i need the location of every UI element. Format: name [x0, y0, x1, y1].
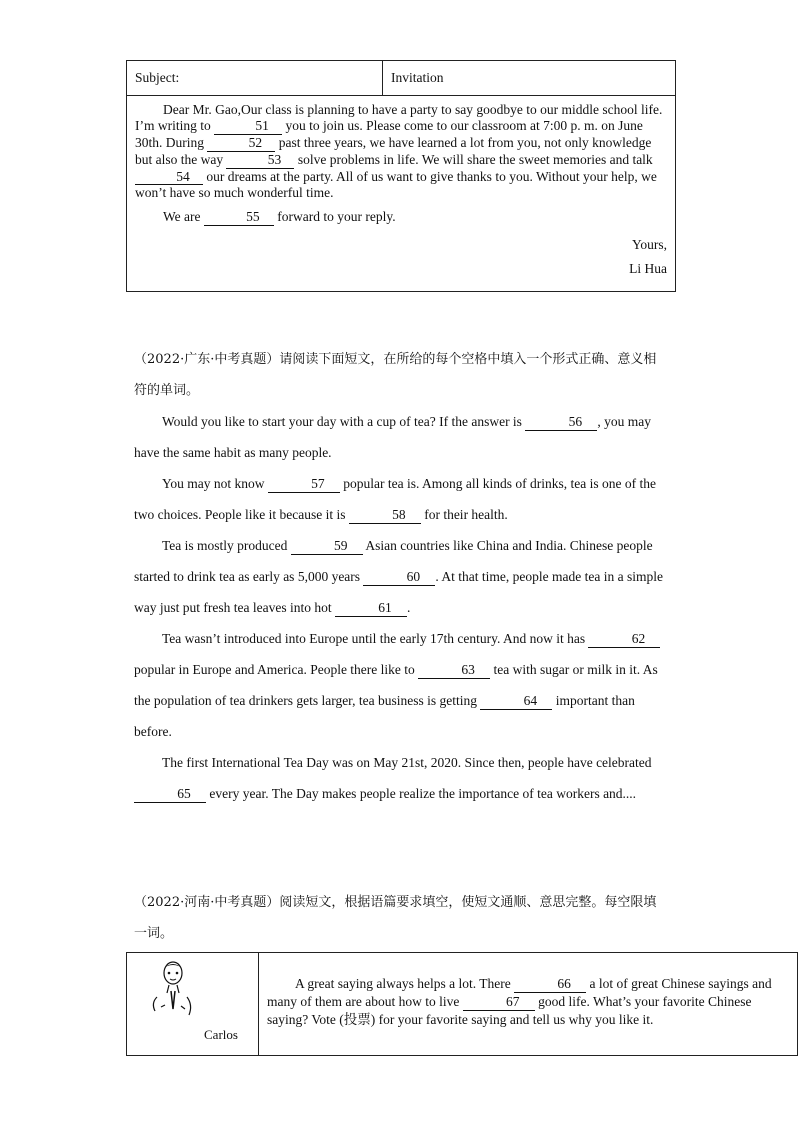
blank-51[interactable]: 51 [214, 119, 282, 135]
carlos-name: Carlos [204, 1027, 238, 1042]
blank-55[interactable]: 55 [204, 210, 274, 226]
tea-paragraph-5 [134, 747, 668, 809]
blank-67[interactable]: 67 [463, 995, 535, 1011]
text: good life. What’s your favorite Chinese saying? Vote (投票) for your favorite saying and tell us why you like it. [267, 993, 752, 1027]
section-2-instructions: （2022·广东·中考真题）请阅读下面短文，在所给的每个空格中填入一个形式正确、意义相符的单词。 [134, 352, 657, 398]
tea-passage [134, 344, 668, 809]
text: A great saying always helps a lot. There [295, 976, 515, 991]
blank-52[interactable]: 52 [207, 136, 275, 152]
blank-54[interactable]: 54 [135, 170, 203, 186]
text: popular tea is. Among all kinds of drinks, tea is one of the two choices. People like it because it is [134, 476, 656, 522]
text: tea with sugar or milk in it. As the population of tea drinkers gets larger, tea business is getting [134, 662, 658, 708]
text: popular in Europe and America. People there like to [134, 662, 419, 677]
text: for their health. [420, 507, 508, 522]
blank-65[interactable]: 65 [134, 787, 206, 803]
email-signature [135, 233, 667, 281]
subject-value: Invitation [391, 70, 444, 85]
text: Would you like to start your day with a cup of tea? If the answer is [162, 414, 526, 429]
carlos-paragraph [267, 975, 789, 1028]
text: Tea is mostly produced [162, 538, 291, 553]
text: We are [163, 209, 204, 225]
text: past three years, we have learned a lot from you, not only knowledge but also the way [135, 134, 652, 167]
section-3-instructions: （2022·河南·中考真题）阅读短文，根据语篇要求填空，使短文通顺、意思完整。每空限填一词。 [134, 895, 657, 941]
blank-56[interactable]: 56 [525, 415, 597, 431]
text: our dreams at the party. All of us want to give thanks to you. Without your help, we won’t have so much wonderful time. [135, 168, 657, 201]
text: . [406, 600, 411, 615]
text: solve problems in life. We will share the sweet memories and talk [294, 151, 653, 167]
blank-63[interactable]: 63 [418, 663, 490, 679]
email-body [127, 96, 675, 291]
tea-paragraph-4 [134, 623, 668, 747]
saying-section [134, 887, 668, 949]
text: . At that time, people made tea in a simple way just put fresh tea leaves into hot [134, 569, 663, 615]
tea-paragraph-3 [134, 530, 668, 623]
invitation-email-table [126, 60, 676, 292]
text: important than before. [134, 693, 635, 739]
text: , you may have the same habit as many people. [134, 414, 651, 460]
email-paragraph-2 [135, 209, 667, 226]
blank-66[interactable]: 66 [514, 977, 586, 993]
subject-row [127, 61, 675, 96]
text: You may not know [162, 476, 268, 491]
subject-label: Subject: [127, 61, 383, 95]
text: The first International Tea Day was on May 21st, 2020. Since then, people have celebrated [162, 755, 652, 770]
tea-paragraph-1 [134, 406, 668, 468]
carlos-table [126, 952, 798, 1056]
email-paragraph-1 [135, 102, 667, 201]
blank-53[interactable]: 53 [226, 153, 294, 169]
blank-61[interactable]: 61 [335, 601, 407, 617]
text: Dear Mr. Gao,Our class is planning to have a party to say goodbye to our middle school life. I’m writing to [135, 102, 663, 133]
tea-paragraph-2 [134, 468, 668, 530]
blank-60[interactable]: 60 [363, 570, 435, 586]
closing: Yours, [631, 237, 667, 253]
carlos-cell [127, 953, 259, 1055]
carlos-portrait-image [141, 959, 211, 1031]
blank-57[interactable]: 57 [268, 477, 340, 493]
blank-62[interactable]: 62 [588, 632, 660, 648]
blank-59[interactable]: 59 [291, 539, 363, 555]
carlos-text-cell [259, 953, 797, 1055]
text: Tea wasn’t introduced into Europe until the early 17th century. And now it has [162, 631, 589, 646]
text: you to join us. Please come to our classroom at 7:00 p. m. on June 30th. During [135, 118, 643, 150]
text: forward to your reply. [273, 209, 396, 225]
blank-58[interactable]: 58 [349, 508, 421, 524]
text: every year. The Day makes people realize the importance of tea workers and.... [206, 786, 637, 801]
blank-64[interactable]: 64 [480, 694, 552, 710]
text: a lot of great Chinese sayings and many of them are about how to live [267, 976, 772, 1009]
signature-name: Li Hua [629, 261, 667, 277]
text: Asian countries like China and India. Chinese people started to drink tea as early as 5,000 years [134, 538, 653, 584]
